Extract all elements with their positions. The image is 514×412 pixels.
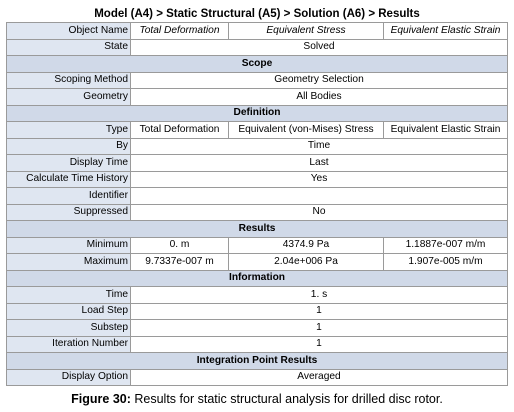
table-row	[7, 171, 508, 188]
maximum-value-2: 2.04e+006 Pa	[229, 254, 384, 271]
calculate-time-history-value: Yes	[131, 171, 508, 188]
scoping-method-value: Geometry Selection	[131, 72, 508, 89]
column-equivalent-stress: Equivalent Stress	[229, 23, 384, 40]
figure-caption	[0, 391, 514, 407]
type-value-1: Total Deformation	[131, 122, 229, 139]
section-row	[7, 353, 508, 370]
display-time-label: Display Time	[7, 155, 131, 172]
table-row	[7, 204, 508, 221]
section-integration-point-results: Integration Point Results	[7, 353, 508, 370]
table-row	[7, 155, 508, 172]
column-equivalent-elastic-strain: Equivalent Elastic Strain	[384, 23, 508, 40]
suppressed-label: Suppressed	[7, 204, 131, 221]
time-label: Time	[7, 287, 131, 304]
maximum-value-3: 1.907e-005 m/m	[384, 254, 508, 271]
table-row	[7, 287, 508, 304]
load-step-value: 1	[131, 303, 508, 320]
display-time-value: Last	[131, 155, 508, 172]
iteration-number-label: Iteration Number	[7, 336, 131, 353]
substep-value: 1	[131, 320, 508, 337]
table-row	[7, 254, 508, 271]
section-row	[7, 270, 508, 287]
geometry-value: All Bodies	[131, 89, 508, 106]
iteration-number-value: 1	[131, 336, 508, 353]
results-table	[6, 22, 508, 386]
minimum-value-1: 0. m	[131, 237, 229, 254]
calculate-time-history-label: Calculate Time History	[7, 171, 131, 188]
geometry-label: Geometry	[7, 89, 131, 106]
display-option-label: Display Option	[7, 369, 131, 386]
section-definition: Definition	[7, 105, 508, 122]
table-row	[7, 237, 508, 254]
by-value: Time	[131, 138, 508, 155]
minimum-value-3: 1.1887e-007 m/m	[384, 237, 508, 254]
type-value-3: Equivalent Elastic Strain	[384, 122, 508, 139]
table-row	[7, 23, 508, 40]
scoping-method-label: Scoping Method	[7, 72, 131, 89]
table-row	[7, 89, 508, 106]
object-name-label: Object Name	[7, 23, 131, 40]
section-scope: Scope	[7, 56, 508, 73]
section-row	[7, 221, 508, 238]
minimum-label: Minimum	[7, 237, 131, 254]
state-value: Solved	[131, 39, 508, 56]
time-value: 1. s	[131, 287, 508, 304]
caption-text: Results for static structural analysis for drilled disc rotor.	[130, 392, 443, 406]
section-information: Information	[7, 270, 508, 287]
table-row	[7, 138, 508, 155]
minimum-value-2: 4374.9 Pa	[229, 237, 384, 254]
column-total-deformation: Total Deformation	[131, 23, 229, 40]
table-row	[7, 336, 508, 353]
load-step-label: Load Step	[7, 303, 131, 320]
by-label: By	[7, 138, 131, 155]
table-heading: Model (A4) > Static Structural (A5) > Solution (A6) > Results	[94, 8, 420, 20]
substep-label: Substep	[7, 320, 131, 337]
section-results: Results	[7, 221, 508, 238]
table-row	[7, 369, 508, 386]
type-label: Type	[7, 122, 131, 139]
section-row	[7, 56, 508, 73]
suppressed-value: No	[131, 204, 508, 221]
section-row	[7, 105, 508, 122]
caption-prefix: Figure 30:	[71, 392, 131, 406]
identifier-label: Identifier	[7, 188, 131, 205]
table-row	[7, 72, 508, 89]
table-row	[7, 303, 508, 320]
display-option-value: Averaged	[131, 369, 508, 386]
cropped-table-number	[226, 0, 286, 6]
type-value-2: Equivalent (von-Mises) Stress	[229, 122, 384, 139]
maximum-value-1: 9.7337e-007 m	[131, 254, 229, 271]
identifier-value	[131, 188, 508, 205]
table-row	[7, 122, 508, 139]
table-row	[7, 39, 508, 56]
state-label: State	[7, 39, 131, 56]
table-row	[7, 188, 508, 205]
maximum-label: Maximum	[7, 254, 131, 271]
table-row	[7, 320, 508, 337]
